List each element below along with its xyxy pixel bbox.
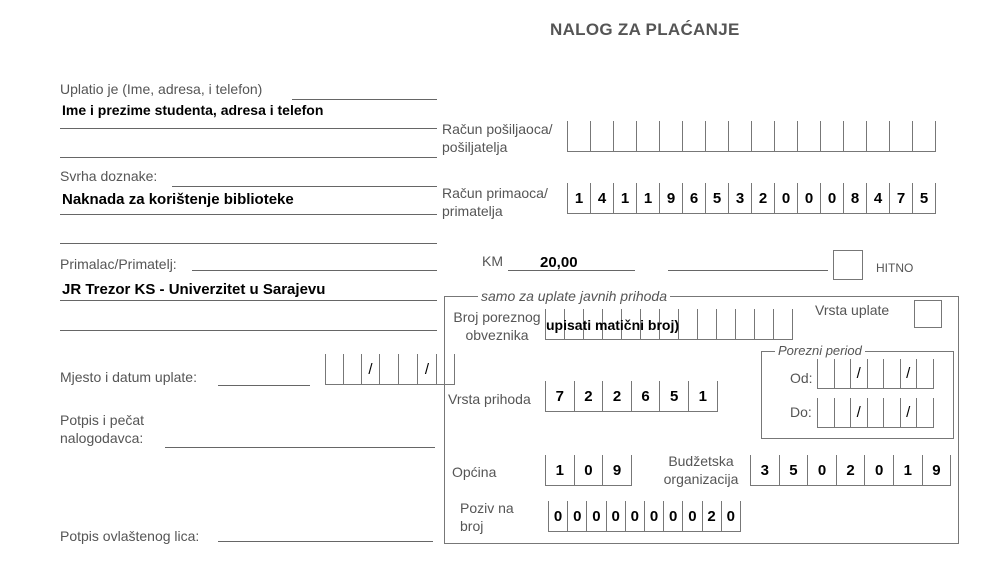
payer-line-3: [60, 157, 437, 158]
revenue-digit-box: 2: [603, 381, 632, 412]
recipient-line-2: [60, 300, 437, 301]
sender-digit-box: [614, 121, 637, 152]
tax-id-label: Broj poreznog obveznika: [453, 309, 541, 343]
recipient-digit-box: 0: [798, 183, 821, 214]
period-to-boxes[interactable]: [817, 398, 934, 428]
tax-id-digit-box: [774, 309, 793, 340]
period-digit-box: [835, 359, 852, 389]
recipient-digit-box: 1: [568, 183, 591, 214]
tax-id-digit-box: [698, 309, 717, 340]
signature-authorized-label: Potpis ovlaštenog lica:: [60, 528, 200, 544]
period-separator: /: [901, 359, 918, 389]
recipient-digit-box: 0: [775, 183, 798, 214]
sender-digit-box: [706, 121, 729, 152]
reference-number-boxes[interactable]: [548, 501, 741, 532]
sender-digit-box: [683, 121, 706, 152]
public-section-label: samo za uplate javnih prihoda: [478, 288, 670, 304]
municipality-digit-box: 9: [603, 455, 632, 486]
payer-line-2: [60, 128, 437, 129]
period-digit-box: [818, 359, 835, 389]
date-separator: /: [362, 354, 380, 385]
tax-id-digit-box: [679, 309, 698, 340]
reference-digit-box: 0: [664, 501, 683, 532]
recipient-digit-box: 1: [637, 183, 660, 214]
reference-digit-box: 0: [722, 501, 741, 532]
payment-type-box[interactable]: [914, 300, 942, 328]
budget-digit-box: 3: [751, 455, 780, 486]
extra-line[interactable]: [668, 270, 828, 271]
municipality-label: Općina: [452, 464, 497, 480]
reference-digit-box: 0: [645, 501, 664, 532]
amount-line: [508, 270, 635, 271]
budget-digit-box: 9: [923, 455, 952, 486]
recipient-digit-box: 4: [591, 183, 614, 214]
payment-type-label: Vrsta uplate: [815, 302, 890, 318]
recipient-digit-box: 3: [729, 183, 752, 214]
period-separator: /: [851, 398, 868, 428]
revenue-digit-box: 7: [546, 381, 575, 412]
tax-id-field[interactable]: upisati matični broj): [546, 317, 680, 333]
urgent-label: HITNO: [876, 261, 914, 275]
municipality-digit-box: 1: [546, 455, 575, 486]
recipient-digit-box: 0: [821, 183, 844, 214]
reference-digit-box: 0: [607, 501, 626, 532]
place-date-label: Mjesto i datum uplate:: [60, 369, 197, 385]
recipient-digit-box: 6: [683, 183, 706, 214]
sender-digit-box: [913, 121, 936, 152]
revenue-digit-box: 2: [575, 381, 604, 412]
sender-account-label: Račun pošiljaoca/ pošiljatelja: [442, 121, 553, 155]
period-separator: /: [901, 398, 918, 428]
purpose-line-2: [60, 214, 437, 215]
municipality-boxes[interactable]: [545, 455, 632, 486]
recipient-line-3: [60, 330, 437, 331]
municipality-digit-box: 0: [575, 455, 604, 486]
reference-digit-box: 0: [549, 501, 568, 532]
recipient-digit-box: 5: [913, 183, 936, 214]
signature-payer-label: Potpis i pečat nalogodavca:: [60, 412, 145, 446]
period-digit-box: [884, 359, 901, 389]
date-separator: /: [418, 354, 437, 385]
sender-digit-box: [752, 121, 775, 152]
place-line[interactable]: [218, 385, 310, 386]
period-digit-box: [917, 398, 934, 428]
period-separator: /: [851, 359, 868, 389]
recipient-account-boxes[interactable]: [567, 183, 936, 214]
revenue-type-label: Vrsta prihoda: [448, 391, 531, 407]
sender-digit-box: [591, 121, 614, 152]
period-digit-box: [884, 398, 901, 428]
sender-digit-box: [821, 121, 844, 152]
recipient-field[interactable]: JR Trezor KS - Univerzitet u Sarajevu: [62, 281, 326, 298]
recipient-digit-box: 4: [867, 183, 890, 214]
recipient-line-1: [192, 270, 437, 271]
currency-label: KM: [482, 253, 503, 269]
budget-org-label: Budžetska organizacija: [663, 453, 739, 487]
payer-line-1: [292, 99, 437, 100]
period-digit-box: [835, 398, 852, 428]
sender-account-boxes[interactable]: [567, 121, 936, 152]
sender-digit-box: [867, 121, 890, 152]
budget-digit-box: 0: [865, 455, 894, 486]
recipient-digit-box: 7: [890, 183, 913, 214]
reference-digit-box: 0: [587, 501, 606, 532]
sender-digit-box: [660, 121, 683, 152]
budget-digit-box: 0: [808, 455, 837, 486]
tax-id-digit-box: [736, 309, 755, 340]
amount-field[interactable]: 20,00: [540, 254, 578, 271]
recipient-digit-box: 9: [660, 183, 683, 214]
budget-digit-box: 1: [894, 455, 923, 486]
recipient-digit-box: 5: [706, 183, 729, 214]
sender-digit-box: [568, 121, 591, 152]
recipient-label: Primalac/Primatelj:: [60, 256, 177, 272]
reference-label: Poziv na broj: [460, 500, 514, 534]
tax-period-label: Porezni period: [775, 343, 865, 358]
signature-authorized-line[interactable]: [218, 541, 433, 542]
tax-id-digit-box: [755, 309, 774, 340]
purpose-field[interactable]: Naknada za korištenje biblioteke: [62, 191, 294, 208]
sender-digit-box: [729, 121, 752, 152]
purpose-line-3: [60, 243, 437, 244]
budget-digit-box: 2: [837, 455, 866, 486]
budget-org-boxes[interactable]: [750, 455, 951, 486]
sender-digit-box: [890, 121, 913, 152]
period-digit-box: [868, 398, 885, 428]
sender-digit-box: [637, 121, 660, 152]
from-label: Od:: [790, 370, 813, 386]
to-label: Do:: [790, 404, 812, 420]
period-digit-box: [917, 359, 934, 389]
date-boxes[interactable]: [325, 354, 455, 385]
reference-digit-box: 2: [703, 501, 722, 532]
recipient-digit-box: 1: [614, 183, 637, 214]
payer-label: Uplatio je (Ime, adresa, i telefon): [60, 81, 263, 97]
revenue-digit-box: 1: [689, 381, 718, 412]
signature-payer-line[interactable]: [165, 447, 435, 448]
recipient-digit-box: 8: [844, 183, 867, 214]
reference-digit-box: 0: [683, 501, 702, 532]
period-digit-box: [868, 359, 885, 389]
revenue-type-boxes[interactable]: [545, 381, 718, 412]
recipient-digit-box: 2: [752, 183, 775, 214]
revenue-digit-box: 5: [660, 381, 689, 412]
revenue-digit-box: 6: [632, 381, 661, 412]
recipient-account-label: Račun primaoca/ primatelja: [442, 185, 548, 219]
reference-digit-box: 0: [568, 501, 587, 532]
period-digit-box: [818, 398, 835, 428]
sender-digit-box: [844, 121, 867, 152]
period-from-boxes[interactable]: [817, 359, 934, 389]
budget-digit-box: 5: [780, 455, 809, 486]
sender-digit-box: [798, 121, 821, 152]
purpose-label: Svrha doznake:: [60, 168, 158, 184]
form-title: NALOG ZA PLAĆANJE: [550, 20, 740, 39]
tax-id-digit-box: [717, 309, 736, 340]
sender-digit-box: [775, 121, 798, 152]
reference-digit-box: 0: [626, 501, 645, 532]
purpose-line-1: [172, 186, 437, 187]
urgent-checkbox[interactable]: [833, 250, 863, 280]
payer-field[interactable]: Ime i prezime studenta, adresa i telefon: [62, 102, 324, 118]
